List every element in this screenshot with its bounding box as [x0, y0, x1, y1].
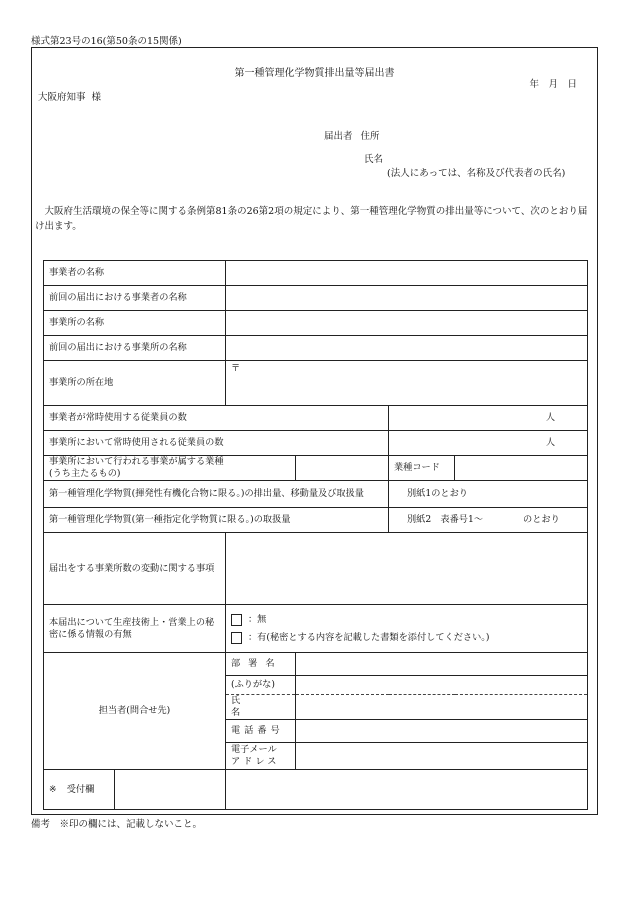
postal-mark: 〒	[231, 363, 241, 374]
contact-email-label-line2: アドレス	[231, 756, 280, 767]
contact-furigana-label: (ふりがな)	[226, 676, 296, 695]
business-name-field[interactable]	[226, 261, 588, 286]
employees-business-field[interactable]	[389, 406, 588, 431]
industry-code-label: 業種コード	[389, 456, 455, 481]
form-title: 第一種管理化学物質排出量等届出書	[234, 68, 395, 79]
industry-label: 事業所において行われる事業が属する業種 (うち主たるもの)	[44, 456, 296, 481]
reception-blank	[115, 770, 226, 810]
secret-label: 本届出について生産技術上・営業上の秘密に係る情報の有無	[44, 605, 226, 653]
contact-dept-label: 部署名	[226, 653, 296, 676]
handling-value[interactable]	[389, 508, 588, 533]
body-text: 大阪府生活環境の保全等に関する条例第81条の26第2項の規定により、第一種管理化学物質の排出量等について、次のとおり届け出ます。	[35, 206, 588, 232]
emission-label: 第一種管理化学物質(揮発性有機化合物に限る。)の排出量、移動量及び取扱量	[44, 481, 389, 508]
employees-business-label: 事業者が常時使用する従業員の数	[44, 406, 389, 431]
industry-field[interactable]	[296, 456, 389, 481]
form-frame	[31, 47, 598, 815]
handling-value-suffix: のとおり	[523, 514, 560, 525]
emission-value: 別紙1のとおり	[389, 481, 588, 508]
secret-yes-option	[231, 629, 582, 647]
notifier-label: 届出者	[324, 131, 353, 142]
secret-none-label: ：無	[248, 613, 267, 625]
reception-field	[226, 770, 588, 810]
contact-email-label-line1: 電子メール	[231, 744, 277, 755]
contact-name-label: 氏名	[226, 695, 296, 720]
industry-code-field[interactable]	[455, 456, 588, 481]
form-number-label: 様式第23号の16(第50条の15関係)	[31, 36, 182, 47]
handling-value-prefix: 別紙2 表番号1〜	[407, 514, 484, 525]
notifier-address-label: 住所	[360, 131, 380, 142]
secret-none-checkbox[interactable]	[231, 614, 242, 626]
office-location-field[interactable]	[226, 361, 588, 406]
notifier-address	[324, 128, 380, 142]
unit-person: 人	[545, 412, 555, 423]
office-name-field[interactable]	[226, 311, 588, 336]
addressee-suffix: 様	[91, 92, 102, 103]
contact-dept-field[interactable]	[296, 653, 588, 676]
notification-table	[43, 260, 588, 810]
remarks: 備考 ※印の欄には、記載しないこと。	[31, 819, 203, 830]
secret-yes-label: ：有(秘密とする内容を記載した書類を添付してください。)	[248, 631, 490, 643]
employees-office-label: 事業所において常時使用される従業員の数	[44, 431, 389, 456]
contact-phone-field[interactable]	[296, 720, 588, 743]
notifier-name-note: (法人にあっては、名称及び代表者の氏名)	[387, 168, 566, 179]
contact-name-field[interactable]	[296, 695, 588, 720]
reception-text: 受付欄	[66, 783, 95, 795]
secret-yes-checkbox[interactable]	[231, 632, 242, 644]
reception-label	[44, 770, 115, 810]
employees-office-field[interactable]	[389, 431, 588, 456]
contact-email-field[interactable]	[296, 743, 588, 770]
addressee	[38, 89, 101, 103]
prev-business-name-label: 前回の届出における事業者の名称	[44, 286, 226, 311]
contact-furigana-field[interactable]	[296, 676, 588, 695]
change-label: 届出をする事業所数の変動に関する事項	[44, 533, 226, 605]
business-name-label: 事業者の名称	[44, 261, 226, 286]
contact-label: 担当者(問合せ先)	[44, 653, 226, 770]
date-line: 年 月 日	[529, 79, 577, 90]
secret-none-option	[231, 611, 582, 629]
change-field[interactable]	[226, 533, 588, 605]
office-name-label: 事業所の名称	[44, 311, 226, 336]
handling-label: 第一種管理化学物質(第一種指定化学物質に限る。)の取扱量	[44, 508, 389, 533]
prev-office-name-label: 前回の届出における事業所の名称	[44, 336, 226, 361]
office-location-label: 事業所の所在地	[44, 361, 226, 406]
unit-person: 人	[545, 437, 555, 448]
secret-options	[226, 605, 588, 653]
prev-business-name-field[interactable]	[226, 286, 588, 311]
contact-phone-label: 電話番号	[226, 720, 296, 743]
addressee-name: 大阪府知事	[38, 92, 86, 103]
reception-mark: ※	[49, 783, 57, 795]
notifier-name-label: 氏名	[364, 154, 384, 165]
contact-email-label	[226, 743, 296, 770]
prev-office-name-field[interactable]	[226, 336, 588, 361]
